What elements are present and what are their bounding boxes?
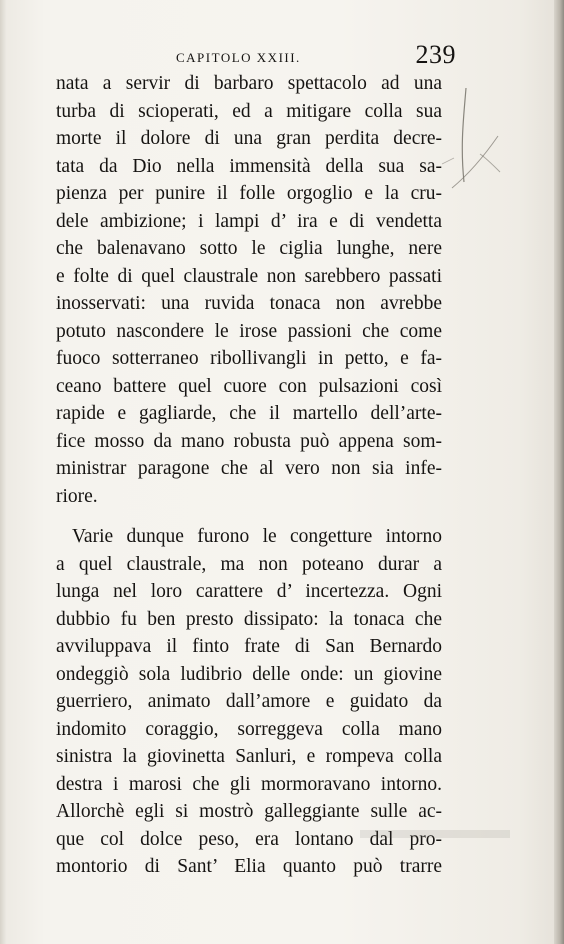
text-line: fice mosso da mano robusta può appena som- (56, 430, 442, 452)
paragraph (56, 70, 442, 510)
text-line: a quel claustrale, ma non poteano durar a (56, 553, 442, 575)
text-line: inosservati: una ruvida tonaca non avrebbe (56, 293, 442, 314)
text-line: dubbio fu ben presto dissipato: la tonaca che (56, 608, 442, 630)
text-line: e folte di quel claustrale non sarebbero passati (56, 265, 442, 287)
body-text (56, 70, 442, 881)
text-line: potuto nascondere le irose passioni che come (56, 320, 442, 342)
page-gutter-shadow (0, 0, 6, 944)
text-line: tata da Dio nella immensità della sua sa- (56, 155, 442, 177)
show-through-smudge (360, 820, 510, 850)
text-line: guerriero, animato dall’amore e guidato da (56, 691, 442, 712)
text-line: ondeggiò sola ludibrio delle onde: un giovine (56, 663, 442, 685)
text-line: que col dolce peso, era lontano dal pro- (56, 828, 442, 850)
text-line: morte il dolore di una gran perdita decre- (56, 128, 442, 149)
text-line: lunga nel loro carattere d’ incertezza. Ogni (56, 581, 442, 602)
page-edge-shadow (554, 0, 564, 944)
text-line: indomito coraggio, sorreggeva colla mano (56, 718, 442, 740)
text-line: rapide e gagliarde, che il martello dell’arte- (56, 403, 442, 424)
text-line: ceano battere quel cuore con pulsazioni così (56, 375, 442, 397)
text-line: sinistra la giovinetta Sanluri, e rompeva colla (56, 746, 442, 767)
text-line: montorio di Sant’ Elia quanto può trarre (56, 856, 442, 877)
text-line: riore. (56, 485, 98, 507)
text-line: nata a servir di barbaro spettacolo ad una (56, 73, 442, 94)
pencil-marginalia-mark (440, 84, 540, 194)
text-line: turba di scioperati, ed a mitigare colla sua (56, 100, 442, 122)
text-line: pienza per punire il folle orgoglio e la cru- (56, 183, 442, 204)
page-number: 239 (415, 40, 456, 69)
text-line: ministrar paragone che al vero non sia infe- (56, 458, 442, 479)
text-line: che balenavano sotto le ciglia lunghe, nere (56, 238, 442, 259)
text-line: dele ambizione; i lampi d’ ira e di vendetta (56, 210, 442, 232)
text-line: destra i marosi che gli mormoravano intorno. (56, 773, 442, 795)
text-line: Varie dunque furono le congetture intorno (72, 526, 442, 547)
text-line: Allorchè egli si mostrò galleggiante sulle ac- (56, 801, 442, 822)
text-line: fuoco sotterraneo ribollivangli in petto, e fa- (56, 348, 442, 369)
running-head: CAPITOLO XXIII. (176, 50, 301, 65)
text-line: avviluppava il finto frate di San Bernardo (56, 636, 442, 657)
paragraph-gap (56, 510, 442, 523)
